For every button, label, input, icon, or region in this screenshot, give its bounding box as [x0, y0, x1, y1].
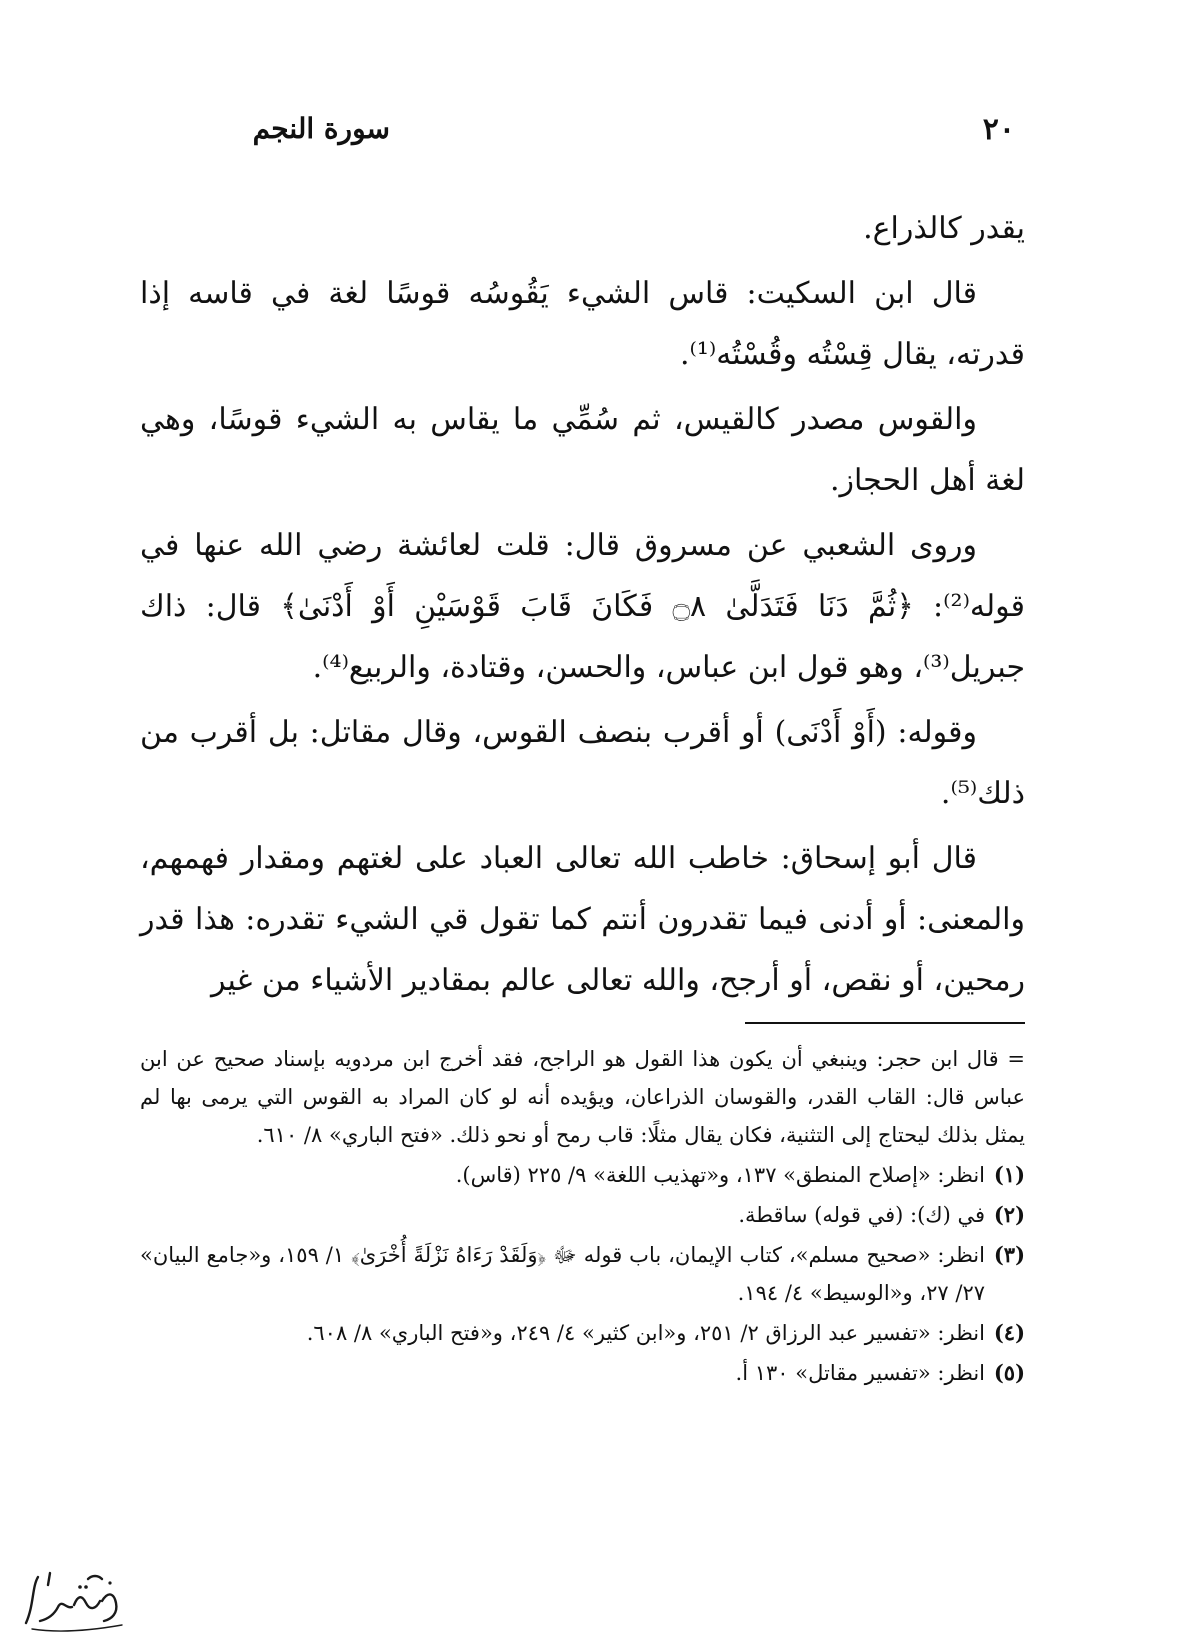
footnote-number: (٢) [993, 1202, 1025, 1227]
footnote-text: انظر: «تفسير عبد الرزاق ٢/ ٢٥١، و«ابن كثير» ٤/ ٢٤٩، و«فتح الباري» ٨/ ٦٠٨. [306, 1321, 985, 1345]
page-header [130, 112, 1030, 162]
footnote-number: (٤) [993, 1320, 1025, 1345]
footnote-text: انظر: «تفسير مقاتل» ١٣٠ أ. [735, 1361, 985, 1385]
footnote [140, 1196, 1025, 1234]
paragraph: قال ابن السكيت: قاس الشيء يَقُوسُه قوسًا لغة في قاسه إذا قدرته، يقال قِسْتُه وقُسْتُه⁽¹⁾. [140, 276, 1025, 372]
calligraphy-stamp [18, 1565, 130, 1637]
footnote-divider [745, 1022, 1025, 1024]
footnotes [140, 1040, 1025, 1394]
paragraph: وقوله: (أَوْ أَدْنَى) أو أقرب بنصف القوس، وقال مقاتل: بل أقرب من ذلك⁽⁵⁾. [140, 715, 1025, 811]
footnote-text: انظر: «إصلاح المنطق» ١٣٧، و«تهذيب اللغة» ٩/ ٢٢٥ (قاس). [455, 1163, 985, 1187]
paragraph: قال أبو إسحاق: خاطب الله تعالى العباد على لغتهم ومقدار فهمهم، والمعنى: أو أدنى فيما تقدرون أنتم كما تقول قي الشيء تقدره: هذا قدر رمحين، أو نقص، أو أرجح، والله تعالى عالم بمقادير الأشياء من غير [140, 841, 1025, 998]
footnote [140, 1314, 1025, 1352]
page-number: ٢٠ [982, 112, 1015, 147]
main-text [140, 198, 1025, 1015]
footnote-number: (٥) [993, 1360, 1025, 1385]
paragraph: والقوس مصدر كالقيس، ثم سُمِّي ما يقاس به الشيء قوسًا، وهي لغة أهل الحجاز. [140, 402, 1025, 498]
footnote [140, 1354, 1025, 1392]
footnote-number: (٣) [993, 1242, 1025, 1267]
footnote [140, 1156, 1025, 1194]
footnote-text: في (ك): (في قوله) ساقطة. [738, 1203, 985, 1227]
footnote-continuation: = قال ابن حجر: وينبغي أن يكون هذا القول هو الراجح، فقد أخرج ابن مردويه بإسناد صحيح عن ابن عباس قال: القاب القدر، والقوسان الذراعان، ويؤيده أنه لو كان المراد به القوس التي يرمى بها لم يمثل بذلك ليحتاج إلى التثنية، فكان يقال مثلًا: قاب رمح أو نحو ذلك. «فتح الباري» ٨/ ٦١٠. [140, 1047, 1025, 1147]
paragraph: يقدر كالذراع. [863, 211, 1025, 246]
surah-title: سورة النجم [252, 112, 390, 145]
footnote-text: انظر: «صحيح مسلم»، كتاب الإيمان، باب قوله ﷻ ﴿وَلَقَدْ رَءَاهُ نَزْلَةً أُخْرَىٰ﴾ ١/ ١٥٩، و«جامع البيان» ٢٧/ ٢٧، و«الوسيط» ٤/ ١٩٤. [140, 1243, 985, 1305]
paragraph: وروى الشعبي عن مسروق قال: قلت لعائشة رضي الله عنها في قوله⁽²⁾: ﴿ثُمَّ دَنَا فَتَدَلَّىٰ ۝٨ فَكَانَ قَابَ قَوْسَيْنِ أَوْ أَدْنَىٰ﴾ قال: ذاك جبريل⁽³⁾، وهو قول ابن عباس، والحسن، وقتادة، والربيع⁽⁴⁾. [140, 528, 1025, 685]
footnote [140, 1236, 1025, 1312]
footnote-number: (١) [993, 1162, 1025, 1187]
